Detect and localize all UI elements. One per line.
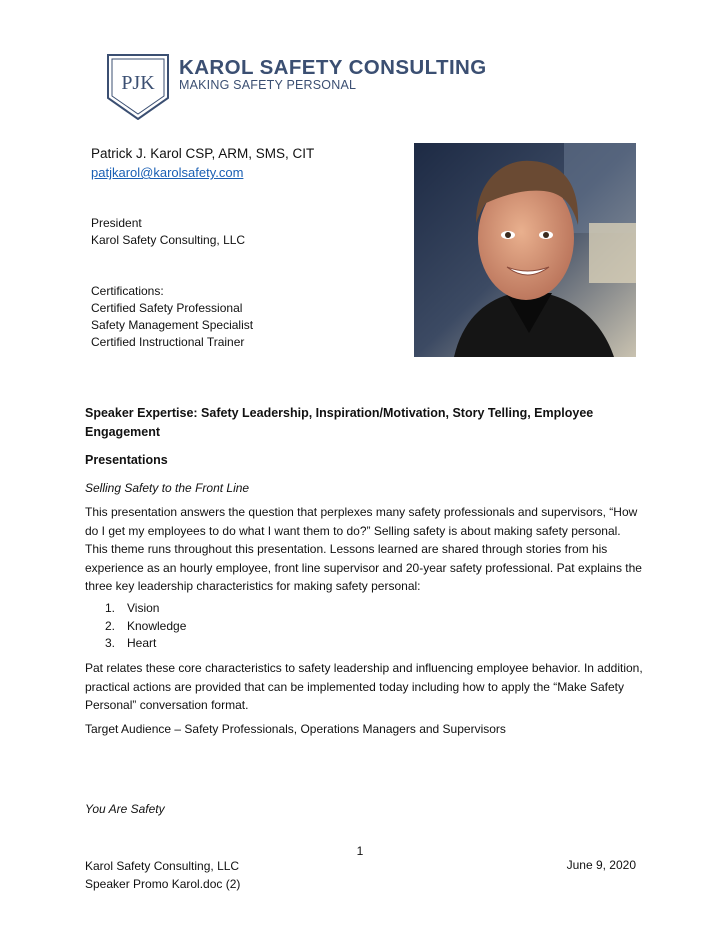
email-link[interactable]: patjkarol@karolsafety.com: [91, 165, 244, 180]
certification-item: Certified Safety Professional: [91, 301, 243, 315]
speaker-name: Patrick J. Karol CSP, ARM, SMS, CIT: [91, 146, 315, 161]
presentations-heading: Presentations: [85, 453, 168, 467]
list-item-text: Vision: [127, 601, 160, 615]
logo-shield-icon: [107, 54, 169, 120]
company-tagline: MAKING SAFETY PERSONAL: [179, 78, 357, 92]
logo-monogram: PJK: [121, 72, 155, 94]
presentation-title-2: You Are Safety: [85, 802, 165, 816]
presentation-summary: Pat relates these core characteristics to safety leadership and influencing employee behavior. In addition, practical actions are provided that can be implemented today including how to apply the “Make Safety Personal” conversation format.: [85, 661, 643, 712]
job-title: President: [91, 216, 142, 230]
footer-company: Karol Safety Consulting, LLC: [85, 859, 240, 873]
presentation-intro: This presentation answers the question that perplexes many safety professionals and supervisors, “How do I get my employees to do what I want them to do?” Selling safety is about making safety personal. This theme runs throughout this presentation. Lessons learned are shared through stories from his experience as an hourly employee, front line supervisor and 20-year safety professional. Pat explains the three key leadership characteristics for making safety personal:: [85, 505, 642, 593]
footer-doc-name: Speaker Promo Karol.doc (2): [85, 877, 241, 891]
page-number: 1: [356, 844, 364, 858]
company-logo-name: KAROL SAFETY CONSULTING: [179, 56, 487, 79]
list-item: [85, 635, 186, 653]
footer-date: June 9, 2020: [566, 858, 636, 872]
certifications-heading: Certifications:: [91, 284, 164, 298]
characteristics-list: [85, 600, 186, 653]
certification-item: Certified Instructional Trainer: [91, 335, 245, 349]
list-item-text: Heart: [127, 636, 157, 650]
company-name: Karol Safety Consulting, LLC: [91, 233, 246, 247]
speaker-expertise: Speaker Expertise: Safety Leadership, Inspiration/Motivation, Story Telling, Employee Engagement: [85, 406, 594, 439]
list-item: [85, 600, 186, 618]
footer-left: [85, 857, 240, 893]
speaker-photo: [414, 143, 636, 357]
list-item: [85, 618, 186, 636]
list-number: 1.: [105, 601, 116, 615]
list-number: 2.: [105, 618, 116, 633]
certification-item: Safety Management Specialist: [91, 318, 254, 332]
target-audience: Target Audience – Safety Professionals, Operations Managers and Supervisors: [85, 722, 506, 736]
presentation-title: Selling Safety to the Front Line: [85, 481, 250, 495]
list-item-text: Knowledge: [127, 618, 187, 633]
list-number: 3.: [105, 636, 116, 650]
